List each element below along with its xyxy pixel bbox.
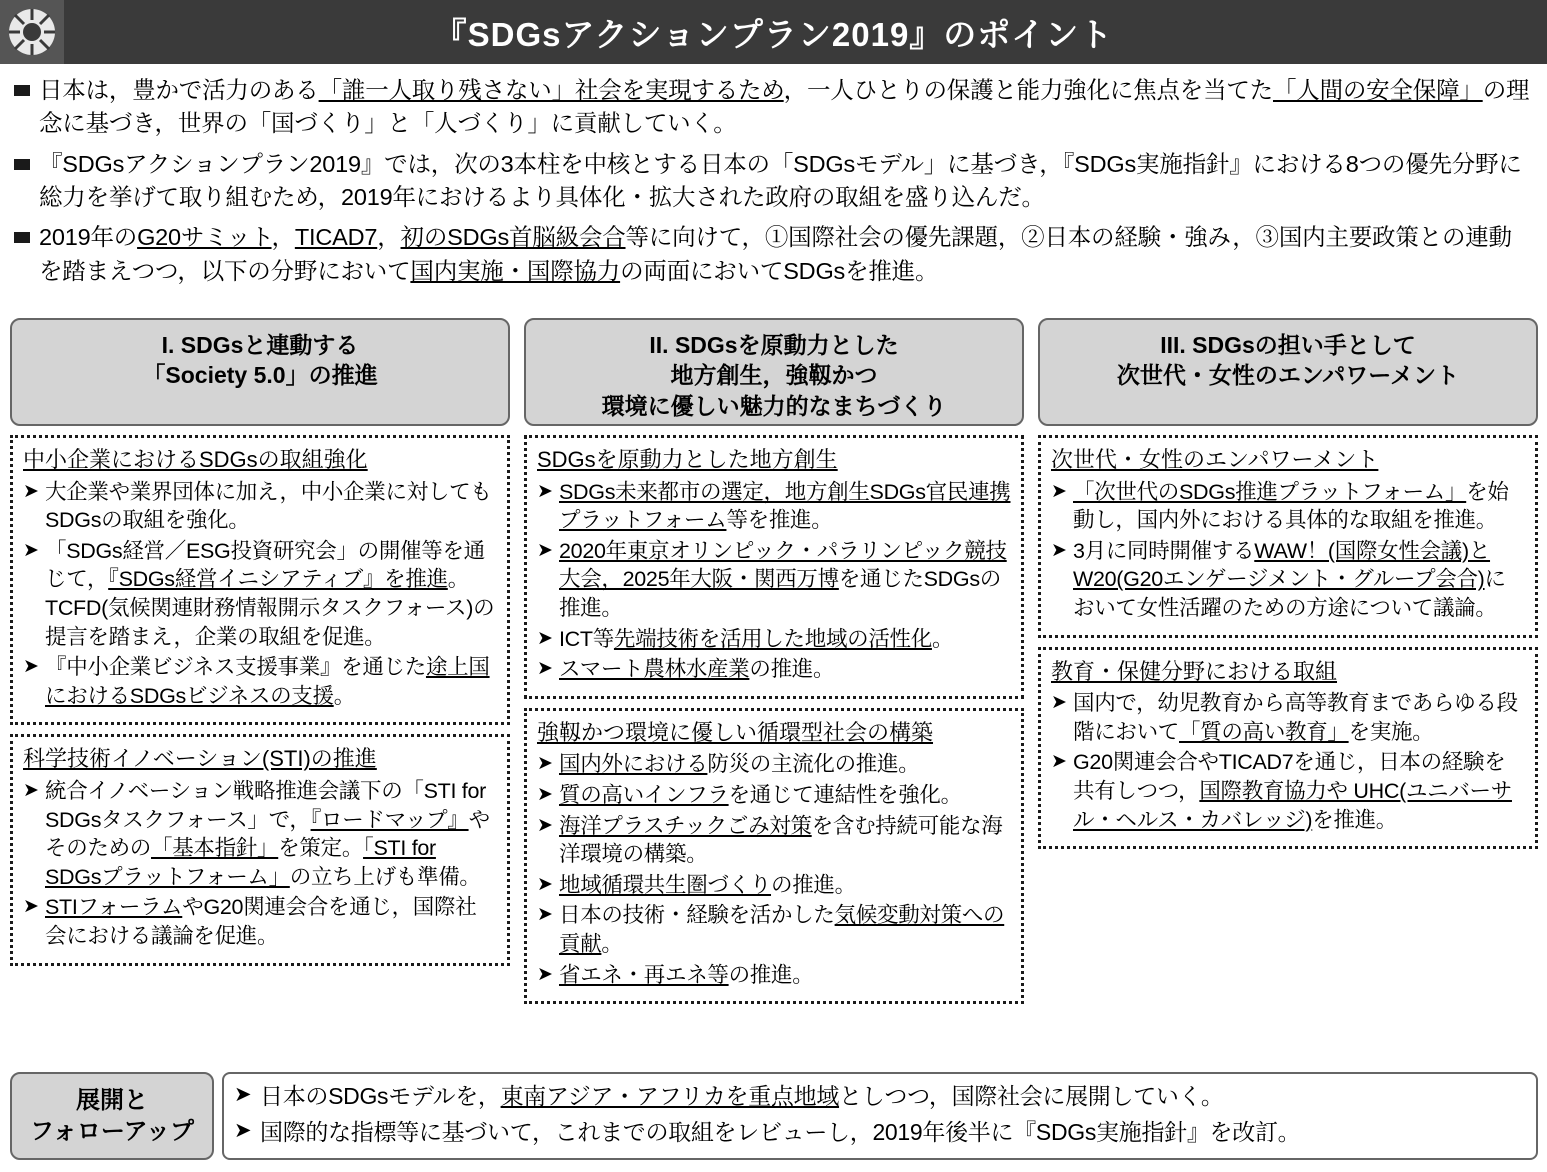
pillar-1-b0-i2-seg-2: 。 bbox=[333, 683, 355, 708]
square-bullet-icon bbox=[14, 159, 30, 170]
pillar-2-b1-i1-seg-1: を通じて連結性を強化。 bbox=[728, 782, 962, 807]
pillar-2-b1-i4-seg-1[interactable]: 気候変動対策への貢献 bbox=[559, 903, 1005, 956]
arrow-bullet-icon: ➤ bbox=[537, 480, 553, 502]
pillar-1-heading: I. SDGsと連動する 「Society 5.0」の推進 bbox=[10, 318, 510, 426]
pillar-1-b0-i2-seg-0: 『中小企業ビジネス支援事業』を通じた bbox=[45, 655, 426, 680]
footer-0-seg-1[interactable]: 東南アジア・アフリカを重点地域 bbox=[500, 1083, 840, 1109]
bullet-text bbox=[45, 478, 497, 535]
pillar-2-block-1-item-1 bbox=[537, 478, 1011, 535]
arrow-bullet-icon: ➤ bbox=[234, 1119, 252, 1143]
footer-label-line: 展開と bbox=[76, 1087, 148, 1114]
page-title: 『SDGsアクションプラン2019』のポイント bbox=[433, 15, 1114, 53]
pillar-1-b1-i0-seg-0: 統合イノベーション戦略推進会議下の「STI for SDGsタスクフォース」で， bbox=[45, 778, 487, 832]
pillar-3-b1-i1-seg-2: を推進。 bbox=[1312, 807, 1398, 832]
pillar-2-block-2-item-3 bbox=[537, 812, 1011, 869]
pillar-2-block-1-item-2 bbox=[537, 537, 1011, 623]
pillar-1 bbox=[10, 318, 510, 1004]
pillar-2-heading: II. SDGsを原動力とした 地方創生，強靱かつ 環境に優しい魅力的なまちづくり bbox=[524, 318, 1024, 426]
square-bullet-icon bbox=[14, 85, 30, 96]
pillar-2-block-1-item-4 bbox=[537, 655, 1011, 684]
pillar-3-heading: III. SDGsの担い手として 次世代・女性のエンパワーメント bbox=[1038, 318, 1538, 426]
pillar-3-b1-i0-seg-0: 国内で，幼児教育から高等教育まであらゆる段階において bbox=[1073, 691, 1518, 744]
pillar-2-b1-i0-seg-0[interactable]: 国内外における bbox=[559, 752, 708, 777]
arrow-bullet-icon: ➤ bbox=[23, 896, 39, 918]
pillar-3-b0-i1-seg-2: において女性活躍のための方途について議論。 bbox=[1073, 567, 1506, 620]
pillar-1-b0-i1-seg-1[interactable]: 『SDGs経営イニシアティブ』を推進 bbox=[108, 567, 448, 592]
pillar-1-b1-i1-seg-0[interactable]: STIフォーラム bbox=[45, 895, 183, 920]
pillar-1-b1-i0-seg-6: の立ち上げも準備。 bbox=[289, 864, 481, 889]
intro-1-seg-2: ，一人ひとりの保護と能力強化に焦点を当てた bbox=[783, 77, 1273, 103]
pillar-1-b0-i1-seg-2: 。TCFD(気候関連財務情報開示タスクフォース)の提言を踏まえ，企業の取組を促進。 bbox=[45, 567, 495, 649]
arrow-bullet-icon: ➤ bbox=[537, 873, 553, 895]
pillar-3-b0-i0-seg-1: を始動し，国内外における具体的な取組を推進。 bbox=[1073, 479, 1509, 533]
pillar-2-block-2-item-5 bbox=[537, 901, 1011, 958]
pillar-2-b1-i0-seg-1: 防災の主流化の推進。 bbox=[707, 752, 920, 777]
bullet-text bbox=[1073, 689, 1525, 746]
pillar-2-b0-i3-seg-0[interactable]: スマート農林水産業 bbox=[559, 657, 750, 682]
bullet-text bbox=[559, 655, 1011, 684]
footer-item-text bbox=[260, 1080, 1526, 1112]
pillar-1-block-2-item-2 bbox=[23, 893, 497, 950]
pillar-3-b1-i0-seg-2: を実施。 bbox=[1348, 719, 1434, 744]
bullet-text bbox=[45, 777, 497, 891]
pillar-3-block-2-item-2 bbox=[1051, 748, 1525, 834]
pillar-3-block-1-item-2 bbox=[1051, 537, 1525, 623]
arrow-bullet-icon: ➤ bbox=[23, 480, 39, 502]
pillar-3-block-2-item-1 bbox=[1051, 689, 1525, 746]
bullet-text bbox=[559, 781, 1011, 810]
pillar-3-b1-i0-seg-1[interactable]: 「質の高い教育」 bbox=[1179, 719, 1349, 744]
pillar-1-block-1-title: 中小企業におけるSDGsの取組強化 bbox=[23, 447, 368, 472]
sdgs-wheel-icon bbox=[0, 0, 64, 64]
arrow-bullet-icon: ➤ bbox=[537, 814, 553, 836]
pillar-3-b0-i1-seg-1[interactable]: WAW！(国際女性会議)とW20(G20エンゲージメント・グループ会合) bbox=[1073, 538, 1491, 592]
pillar-1-block-2-item-1 bbox=[23, 777, 497, 891]
pillar-1-b0-i2-seg-1[interactable]: 途上国におけるSDGsビジネスの支援 bbox=[45, 655, 490, 708]
bullet-text bbox=[1073, 748, 1525, 834]
arrow-bullet-icon: ➤ bbox=[537, 539, 553, 561]
pillar-columns bbox=[10, 318, 1538, 1004]
arrow-bullet-icon: ➤ bbox=[1051, 692, 1067, 714]
footer-item-1 bbox=[234, 1080, 1526, 1112]
pillar-2-b1-i4-seg-2: 。 bbox=[601, 931, 623, 956]
intro-3-seg-3[interactable]: TICAD7 bbox=[294, 224, 378, 251]
intro-bullets bbox=[14, 74, 1534, 295]
pillar-3-block-2-title: 教育・保健分野における取組 bbox=[1051, 658, 1338, 684]
pillar-3 bbox=[1038, 318, 1538, 1004]
pillar-1-b1-i0-seg-2: やそのための bbox=[45, 807, 490, 861]
footer-0-seg-0: 日本のSDGsモデルを， bbox=[260, 1083, 501, 1109]
arrow-bullet-icon: ➤ bbox=[234, 1083, 252, 1106]
pillar-2-block-2-item-4 bbox=[537, 871, 1011, 900]
pillar-2-block-1-title: SDGsを原動力とした地方創生 bbox=[537, 447, 838, 472]
footer-label bbox=[10, 1072, 214, 1160]
intro-item-2 bbox=[14, 148, 1534, 215]
intro-2-seg-0: 『SDGsアクションプラン2019』では，次の3本柱を中核とする日本の「SDGsモデル」に基づき，『SDGs実施指針』における8つの優先分野に総力を挙げて取り組むため，2019年におけるより具体化・拡大された政府の取組を盛り込んだ。 bbox=[39, 150, 1522, 211]
bullet-text bbox=[559, 812, 1011, 869]
footer-item-2 bbox=[234, 1116, 1526, 1148]
pillar-3-b1-i1-seg-0: G20関連会合やTICAD7を通じ，日本の経験を共有しつつ， bbox=[1073, 750, 1506, 803]
arrow-bullet-icon: ➤ bbox=[537, 627, 553, 649]
footer-1-seg-0: 国際的な指標等に基づいて，これまでの取組をレビューし，2019年後半に『SDGs実施指針』を改訂。 bbox=[260, 1119, 1301, 1146]
bullet-text bbox=[559, 871, 1011, 900]
page-header bbox=[0, 0, 1547, 64]
footer-items bbox=[222, 1072, 1538, 1160]
pillar-1-b1-i0-seg-3[interactable]: 「基本指針」 bbox=[151, 836, 279, 861]
pillar-1-b0-i1-seg-0: 「SDGs経営／ESG投資研究会」の開催等を通じて， bbox=[45, 538, 485, 592]
pillar-2-b1-i2-seg-1: を含む持続可能な海洋環境の構築。 bbox=[559, 813, 1003, 867]
pillar-2-b0-i3-seg-1: の推進。 bbox=[749, 657, 835, 682]
bullet-text bbox=[45, 537, 497, 651]
pillar-2-b0-i2-seg-0: ICT等 bbox=[559, 626, 614, 651]
pillar-2-b1-i3-seg-0[interactable]: 地域循環共生圏づくり bbox=[559, 872, 772, 897]
pillar-2-block-2-item-6 bbox=[537, 961, 1011, 990]
arrow-bullet-icon: ➤ bbox=[1051, 751, 1067, 773]
pillar-2-b1-i2-seg-0[interactable]: 海洋プラスチックごみ対策 bbox=[559, 813, 812, 838]
bullet-text bbox=[559, 478, 1011, 535]
intro-text-1 bbox=[39, 74, 1534, 141]
intro-3-seg-7[interactable]: 国内実施・国際協力 bbox=[410, 257, 621, 284]
pillar-1-block-2-title: 科学技術イノベーション(STI)の推進 bbox=[23, 746, 377, 772]
arrow-bullet-icon: ➤ bbox=[23, 779, 39, 801]
arrow-bullet-icon: ➤ bbox=[537, 963, 553, 985]
intro-1-seg-1[interactable]: 「誰一人取り残さない」社会を実現するため bbox=[318, 77, 784, 103]
arrow-bullet-icon: ➤ bbox=[23, 656, 39, 678]
bullet-text bbox=[1073, 537, 1525, 623]
pillar-3-block-1-item-1 bbox=[1051, 478, 1525, 535]
intro-3-seg-6: 等に向けて，①国際社会の優先課題，②日本の経験・強み，③国内主要政策との連動を踏まえつつ，以下の分野において bbox=[39, 224, 1512, 284]
pillar-3-b1-i1-seg-1[interactable]: 国際教育協力や UHC(ユニバーサル・ヘルス・カバレッジ) bbox=[1073, 778, 1512, 832]
pillar-1-b1-i1-seg-1: やG20関連会合を通じ，国際社会における議論を促進。 bbox=[45, 895, 477, 948]
footer-item-text bbox=[260, 1116, 1526, 1148]
intro-1-seg-3[interactable]: 「人間の安全保障」 bbox=[1272, 77, 1483, 103]
pillar-1-b1-i0-seg-4: を策定。 bbox=[278, 836, 364, 861]
footer-label-line: フォローアップ bbox=[30, 1118, 194, 1146]
pillar-2-b0-i1-seg-0[interactable]: 2020年東京オリンピック・パラリンピック競技大会，2025年大阪・関西万博 bbox=[559, 538, 1007, 592]
pillar-1-block-1-item-2 bbox=[23, 537, 497, 651]
intro-3-seg-1[interactable]: G20サミット bbox=[137, 224, 272, 251]
bullet-text bbox=[559, 901, 1011, 958]
pillar-3-b0-i1-seg-0: 3月に同時開催する bbox=[1073, 538, 1255, 563]
arrow-bullet-icon: ➤ bbox=[537, 658, 553, 680]
pillar-2 bbox=[524, 318, 1024, 1004]
bullet-text bbox=[559, 625, 1011, 654]
bullet-text bbox=[45, 653, 497, 710]
pillar-2-block-2-item-1 bbox=[537, 750, 1011, 779]
pillar-2-block-1 bbox=[524, 435, 1024, 699]
pillar-1-block-1-item-3 bbox=[23, 653, 497, 710]
intro-item-1 bbox=[14, 74, 1534, 141]
pillar-2-b0-i0-seg-0[interactable]: SDGs未来都市の選定，地方創生SDGs官民連携プラットフォーム bbox=[559, 479, 1011, 533]
pillar-3-block-2 bbox=[1038, 647, 1538, 850]
intro-1-seg-4: の理念に基づき，世界の「国づくり」と「人づくり」に貢献していく。 bbox=[39, 77, 1530, 137]
pillar-3-block-1-title: 次世代・女性のエンパワーメント bbox=[1051, 447, 1379, 472]
pillar-1-block-1 bbox=[10, 435, 510, 725]
bullet-text bbox=[559, 961, 1011, 990]
pillar-2-b1-i5-seg-1: の推進。 bbox=[728, 962, 814, 987]
intro-item-3 bbox=[14, 221, 1534, 288]
intro-3-seg-2: ， bbox=[271, 224, 295, 251]
intro-1-seg-0: 日本は，豊かで活力のある bbox=[39, 77, 319, 103]
pillar-2-b0-i2-seg-2: 。 bbox=[931, 626, 954, 651]
pillar-3-block-1 bbox=[1038, 435, 1538, 638]
pillar-2-b1-i5-seg-0[interactable]: 省エネ・再エネ等 bbox=[559, 962, 729, 987]
pillar-2-b1-i3-seg-1: の推進。 bbox=[771, 872, 856, 897]
pillar-2-block-1-item-3 bbox=[537, 625, 1011, 654]
pillar-1-b1-i0-seg-5[interactable]: 「STI for SDGsプラットフォーム」 bbox=[45, 836, 436, 889]
square-bullet-icon bbox=[14, 232, 30, 243]
footer-section bbox=[10, 1072, 1538, 1160]
bullet-text bbox=[1073, 478, 1525, 535]
arrow-bullet-icon: ➤ bbox=[23, 539, 39, 561]
arrow-bullet-icon: ➤ bbox=[537, 904, 553, 926]
arrow-bullet-icon: ➤ bbox=[1051, 539, 1067, 561]
pillar-1-block-2 bbox=[10, 734, 510, 965]
pillar-2-b0-i2-seg-1[interactable]: 先端技術を活用した地域の活性化 bbox=[613, 626, 932, 651]
pillar-2-b1-i4-seg-0: 日本の技術・経験を活かした bbox=[559, 903, 835, 928]
arrow-bullet-icon: ➤ bbox=[537, 753, 553, 775]
intro-3-seg-0: 2019年の bbox=[39, 224, 138, 251]
pillar-2-b0-i1-seg-1: を通じたSDGsの推進。 bbox=[559, 567, 1001, 620]
pillar-1-b1-i0-seg-1[interactable]: 『ロードマップ』 bbox=[310, 807, 469, 832]
intro-3-seg-5[interactable]: 初のSDGs首脳級会合 bbox=[400, 224, 626, 251]
intro-3-seg-4: ， bbox=[377, 224, 401, 251]
pillar-2-block-2 bbox=[524, 708, 1024, 1004]
pillar-1-block-1-item-1 bbox=[23, 478, 497, 535]
bullet-text bbox=[559, 537, 1011, 623]
arrow-bullet-icon: ➤ bbox=[1051, 480, 1067, 502]
arrow-bullet-icon: ➤ bbox=[537, 783, 553, 805]
pillar-1-b0-i0-seg-0: 大企業や業界団体に加え，中小企業に対してもSDGsの取組を強化。 bbox=[45, 479, 492, 533]
pillar-2-b0-i0-seg-1: 等を推進。 bbox=[726, 508, 833, 533]
footer-0-seg-2: としつつ，国際社会に展開していく。 bbox=[839, 1083, 1224, 1109]
intro-text-2 bbox=[39, 148, 1534, 215]
intro-3-seg-8: の両面においてSDGsを推進。 bbox=[620, 257, 939, 284]
pillar-2-b1-i1-seg-0[interactable]: 質の高いインフラ bbox=[559, 782, 729, 807]
pillar-3-b0-i0-seg-0[interactable]: 「次世代のSDGs推進プラットフォーム」 bbox=[1073, 479, 1467, 504]
bullet-text bbox=[559, 750, 1011, 779]
intro-text-3 bbox=[39, 221, 1534, 288]
bullet-text bbox=[45, 893, 497, 950]
pillar-2-block-2-item-2 bbox=[537, 781, 1011, 810]
pillar-2-block-2-title: 強靱かつ環境に優しい循環型社会の構築 bbox=[537, 719, 934, 745]
